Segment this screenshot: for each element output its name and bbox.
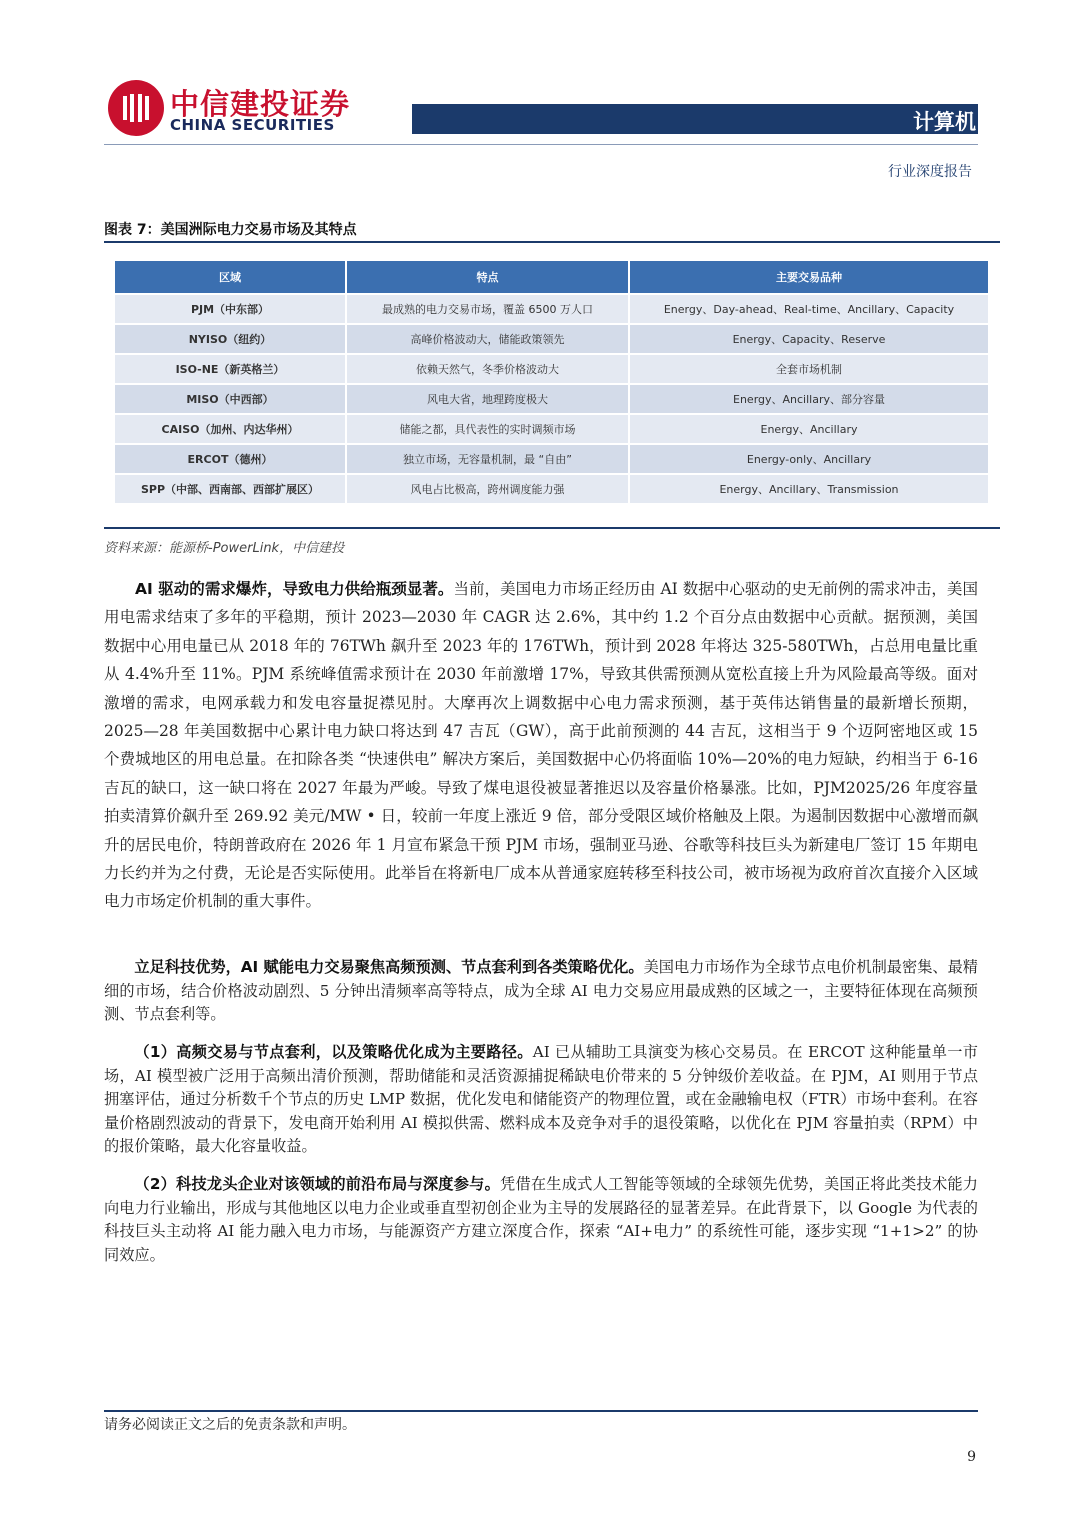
paragraph-tech-leaders <box>104 1173 978 1267</box>
paragraph-lead: （1）高频交易与节点套利，以及策略优化成为主要路径。 <box>134 1043 533 1061</box>
column-header: 特点 <box>346 260 629 294</box>
figure-caption: 图表 7：美国洲际电力交易市场及其特点 <box>104 222 357 238</box>
products-cell: 全套市场机制 <box>629 354 989 384</box>
column-header: 区域 <box>114 260 346 294</box>
table-row <box>114 444 989 474</box>
table-row <box>114 354 989 384</box>
logo-text-en: CHINA SECURITIES <box>170 116 335 134</box>
sector-title: 计算机 <box>913 110 976 134</box>
products-cell: Energy、Ancillary、部分容量 <box>629 384 989 414</box>
products-cell: Energy、Ancillary、Transmission <box>629 474 989 504</box>
table-row <box>114 384 989 414</box>
region-cell: PJM（中东部） <box>114 294 346 324</box>
feature-cell: 依赖天然气，冬季价格波动大 <box>346 354 629 384</box>
market-table <box>113 259 990 505</box>
feature-cell: 最成熟的电力交易市场，覆盖 6500 万人口 <box>346 294 629 324</box>
feature-cell: 风电占比极高，跨州调度能力强 <box>346 474 629 504</box>
table-row <box>114 324 989 354</box>
region-cell: ISO-NE（新英格兰） <box>114 354 346 384</box>
figure-rule-top <box>104 241 1000 243</box>
products-cell: Energy、Capacity、Reserve <box>629 324 989 354</box>
paragraph-lead: AI 驱动的需求爆炸，导致电力供给瓶颈显著。 <box>135 580 454 598</box>
paragraph-tech-advantage <box>104 956 978 1027</box>
feature-cell: 储能之都，具代表性的实时调频市场 <box>346 414 629 444</box>
header-divider <box>104 144 978 145</box>
figure-source: 资料来源：能源桥-PowerLink，中信建投 <box>104 541 345 556</box>
feature-cell: 独立市场，无容量机制，最 “自由” <box>346 444 629 474</box>
region-cell: CAISO（加州、内达华州） <box>114 414 346 444</box>
paragraph-ai-demand <box>104 575 978 916</box>
region-cell: MISO（中西部） <box>114 384 346 414</box>
header-bar <box>412 104 978 134</box>
paragraph-lead: （2）科技龙头企业对该领域的前沿布局与深度参与。 <box>134 1175 501 1193</box>
table-row <box>114 294 989 324</box>
paragraph-hft-arbitrage <box>104 1041 978 1159</box>
products-cell: Energy、Ancillary <box>629 414 989 444</box>
feature-cell: 风电大省，地理跨度极大 <box>346 384 629 414</box>
products-cell: Energy-only、Ancillary <box>629 444 989 474</box>
disclaimer: 请务必阅读正文之后的免责条款和声明。 <box>104 1417 356 1433</box>
region-cell: SPP（中部、西南部、西部扩展区） <box>114 474 346 504</box>
report-type: 行业深度报告 <box>888 164 972 180</box>
paragraph-lead: 立足科技优势，AI 赋能电力交易聚焦高频预测、节点套利到各类策略优化。 <box>134 958 644 976</box>
column-header: 主要交易品种 <box>629 260 989 294</box>
table-header-row <box>114 260 989 294</box>
region-cell: NYISO（纽约） <box>114 324 346 354</box>
paragraph-text: 美国电力市场作为全球节点电价机制最密集、最精细的市场，结合价格波动剧烈、5 分钟出清频率高等特点，成为全球 AI 电力交易应用最成熟的区域之一，主要特征体现在高频预测、节点套利等。 <box>104 958 978 1023</box>
products-cell: Energy、Day-ahead、Real-time、Ancillary、Capacity <box>629 294 989 324</box>
logo-icon <box>108 80 164 136</box>
table-row <box>114 474 989 504</box>
paragraph-text: 凭借在生成式人工智能等领域的全球领先优势，美国正将此类技术能力向电力行业输出，形成与其他地区以电力企业或垂直型初创企业为主导的发展路径的显著差异。在此背景下，以 Google 为代表的科技巨头主动将 AI 能力融入电力市场，与能源资产方建立深度合作，探索 “AI+电力” 的系统性可能，逐步实现 “1+1>2” 的协同效应。 <box>104 1175 978 1264</box>
region-cell: ERCOT（德州） <box>114 444 346 474</box>
logo-text-cn: 中信建投证券 <box>170 87 351 121</box>
figure-rule-bottom <box>104 527 1000 529</box>
paragraph-text: AI 已从辅助工具演变为核心交易员。在 ERCOT 这种能量单一市场，AI 模型被广泛用于高频出清价预测，帮助储能和灵活资源捕捉稀缺电价带来的 5 分钟级价差收益。在 PJM，AI 则用于节点拥塞评估，通过分析数千个节点的历史 LMP 数据，优化发电和储能资产的物理位置，或在金融输电权（FTR）市场中套利。在容量价格剧烈波动的背景下，发电商开始利用 AI 模拟供需、燃料成本及竞争对手的退役策略，以优化在 PJM 容量拍卖（RPM）中的报价策略，最大化容量收益。 <box>104 1043 978 1155</box>
page-number: 9 <box>967 1449 976 1465</box>
paragraph-text: 当前，美国电力市场正经历由 AI 数据中心驱动的史无前例的需求冲击，美国用电需求结束了多年的平稳期，预计 2023—2030 年 CAGR 达 2.6%，其中约 1.2 个百分点由数据中心贡献。据预测，美国数据中心用电量已从 2018 年的 76TWh 飙升至 2023 年的 176TWh，预计到 2028 年将达 325-580TWh，占总用电量比重从 4.4%升至 11%。PJM 系统峰值需求预计在 2030 年前激增 17%，导致其供需预测从宽松直接上升为风险最高等级。面对激增的需求，电网承载力和发电容量捉襟见肘。大摩再次上调数据中心电力需求预测，基于英伟达销售量的最新增长预期，2025—28 年美国数据中心累计电力缺口将达到 47 吉瓦（GW），高于此前预测的 44 吉瓦，这相当于 9 个迈阿密地区或 15 个费城地区的用电总量。在扣除各类 “快速供电” 解决方案后，美国数据中心仍将面临 10%—20%的电力短缺，约相当于 6-16 吉瓦的缺口，这一缺口将在 2027 年最为严峻。导致了煤电退役被显著推迟以及容量价格暴涨。比如，PJM2025/26 年度容量拍卖清算价飙升至 269.92 美元/MW • 日，较前一年度上涨近 9 倍，部分受限区域价格触及上限。为遏制因数据中心激增而飙升的居民电价，特朗普政府在 2026 年 1 月宣布紧急干预 PJM 市场，强制亚马逊、谷歌等科技巨头为新建电厂签订 15 年期电力长约并为之付费，无论是否实际使用。此举旨在将新电厂成本从普通家庭转移至科技公司，被市场视为政府首次直接介入区域电力市场定价机制的重大事件。 <box>104 580 978 911</box>
table-row <box>114 414 989 444</box>
feature-cell: 高峰价格波动大，储能政策领先 <box>346 324 629 354</box>
footer-divider <box>104 1410 978 1412</box>
